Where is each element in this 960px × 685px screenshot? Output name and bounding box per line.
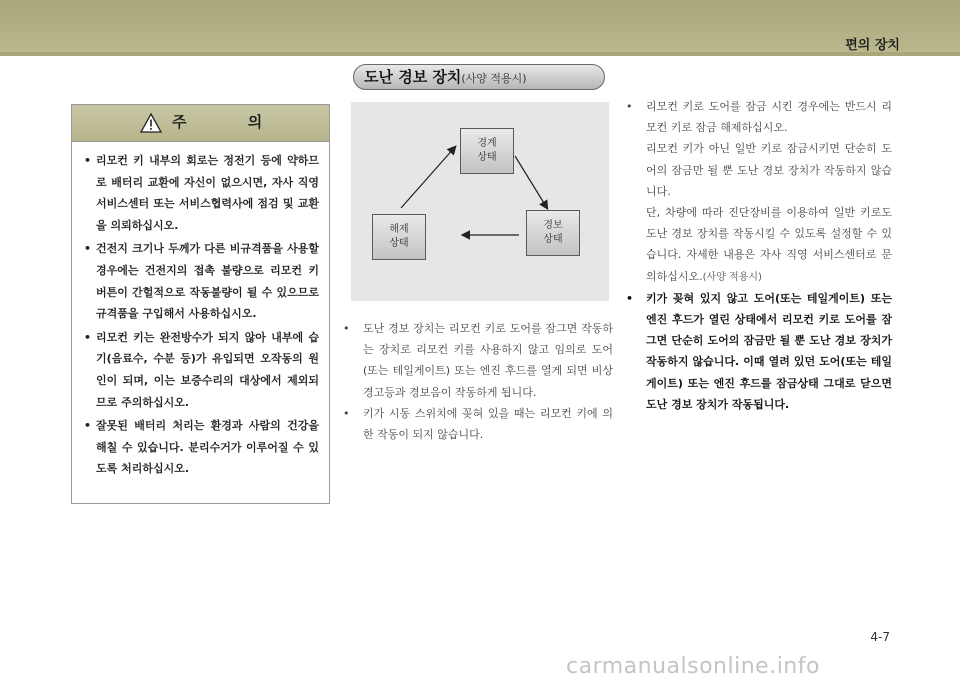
caution-list: [72, 142, 329, 480]
caution-box: [71, 104, 330, 504]
state-alarm: 경보 상태: [526, 210, 580, 256]
page-number: 4-7: [870, 630, 890, 644]
middle-bullets: [341, 318, 613, 445]
paragraph: 리모컨 키가 아닌 일반 키로 잠금시키면 단순히 도어의 잠금만 될 뿐 도난 경보 장치가 작동하지 않습니다.: [646, 142, 892, 198]
header-rule: [0, 52, 960, 56]
alarm-state-diagram: [351, 102, 609, 301]
section-title: 편의 장치: [845, 38, 900, 53]
list-item-bold: • 키가 꽂혀 있지 않고 도어(또는 테일게이트) 또는 엔진 후드가 열린 상태에서 리모컨 키로 도어를 잠그면 단순히 도어의 잠금만 될 뿐 도난 경보 장치가 작동하지 않습니다. 이때 열려 있던 도어(또는 테일게이트) 또는 엔진 후드를 잠금상태 그대로 닫으면 도난 경보 장치가 작동됩니다.: [624, 288, 892, 415]
caution-item: • 건전지 크기나 두께가 다른 비규격품을 사용할 경우에는 건전지의 접촉 불량으로 리모컨 키 버튼이 간헐적으로 작동불량이 될 수 있으므로 규격품을 구입해서 사용하십시오.: [84, 238, 319, 324]
header-bar: [0, 0, 960, 52]
list-item: • 키가 시동 스위치에 꽂혀 있을 때는 리모컨 키에 의한 작동이 되지 않습니다.: [341, 403, 613, 445]
arrow-release-to-armed: [401, 147, 455, 208]
list-item: • 리모컨 키로 도어를 잠금 시킨 경우에는 반드시 리모컨 키로 잠금 해제하십시오.: [624, 96, 892, 138]
paragraph: 단, 차량에 따라 진단장비를 이용하여 일반 키로도 도난 경보 장치를 작동시킬 수 있도록 설정할 수 있습니다. 자세한 내용은 자사 직영 서비스센터로 문의하십시오.(사양 적용시): [646, 206, 892, 283]
page-title-main: 도난 경보 장치: [364, 68, 462, 86]
state-released: 해제 상태: [372, 214, 426, 260]
list-item: • 도난 경보 장치는 리모컨 키로 도어를 잠그면 작동하는 장치로 리모컨 키를 사용하지 않고 임의로 도어(또는 테일게이트) 또는 엔진 후드를 열게 되면 비상경고등과 경보음이 작동하게 됩니다.: [341, 318, 613, 403]
caution-header: [72, 105, 329, 142]
right-column: [624, 96, 892, 415]
caution-title: 주 의: [172, 113, 291, 131]
page-title-note: (사양 적용시): [461, 72, 527, 85]
arrow-armed-to-alarm: [515, 156, 547, 208]
caution-item: • 잘못된 배터리 처리는 환경과 사람의 건강을 해칠 수 있습니다. 분리수거가 이루어질 수 있도록 처리하십시오.: [84, 415, 319, 480]
caution-item: • 리모컨 키는 완전방수가 되지 않아 내부에 습기(음료수, 수분 등)가 유입되면 오작동의 원인이 되며, 이는 보증수리의 대상에서 제외되므로 주의하십시오.: [84, 327, 319, 413]
caution-item: • 리모컨 키 내부의 회로는 정전기 등에 약하므로 배터리 교환에 자신이 없으시면, 자사 직영 서비스센터 또는 서비스협력사에 점검 및 교환을 의뢰하십시오.: [84, 150, 319, 236]
page-title: [353, 64, 605, 90]
state-armed: 경계 상태: [460, 128, 514, 174]
watermark: carmanualsonline.info: [566, 654, 820, 679]
spec-note: (사양 적용시): [702, 271, 762, 283]
warning-triangle-icon: [140, 113, 162, 133]
